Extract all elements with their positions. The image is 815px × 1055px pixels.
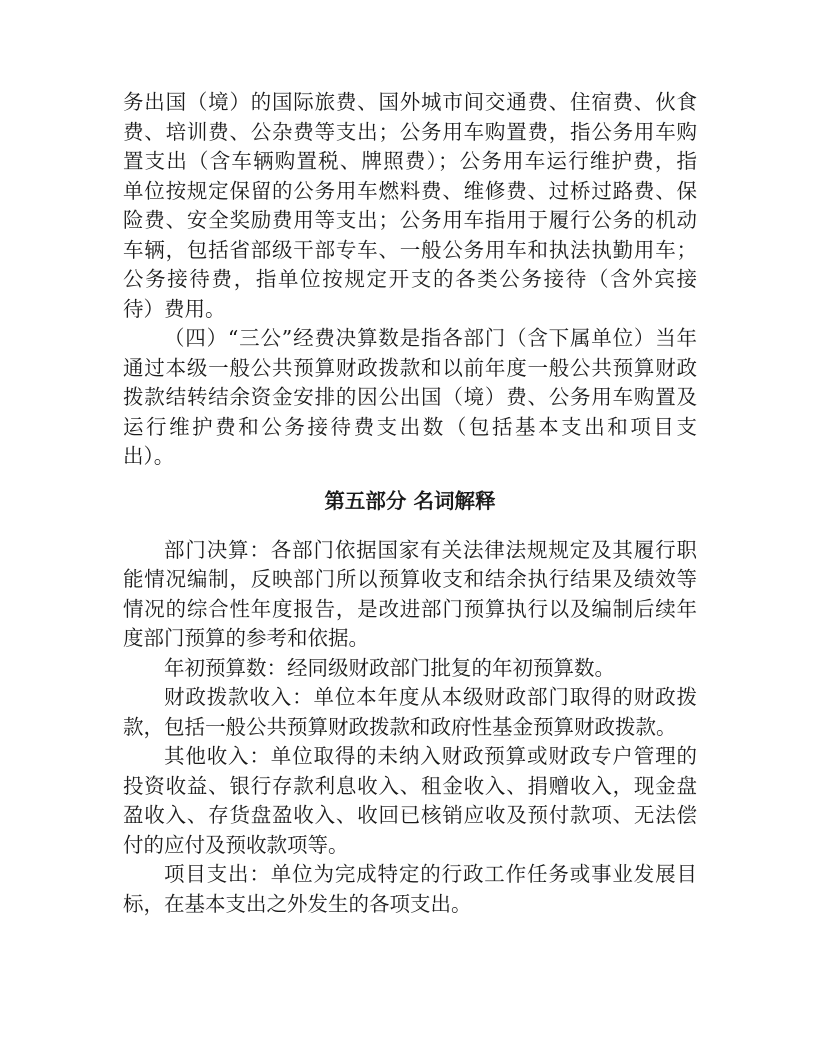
term-other-income (123, 742, 697, 860)
term-fiscal-appropriation-income (123, 683, 697, 742)
term-initial-budget (123, 654, 697, 684)
text-line: 拨款结转结余资金安排的因公出国（境）费、公务用车购置及 (123, 385, 697, 409)
section-heading: 第五部分 名词解释 (324, 488, 496, 513)
text-line: 情况的综合性年度报告，是改进部门预算执行以及编制后续年 (123, 596, 697, 621)
text-line: 标，在基本支出之外发生的各项支出。 (123, 891, 472, 916)
text-line: 部门决算：各部门依据国家有关法律法规规定及其履行职 (164, 537, 697, 562)
text-line: 单位按规定保留的公务用车燃料费、维修费、过桥过路费、保 (123, 178, 697, 203)
text-line: 通过本级一般公共预算财政拨款和以前年度一般公共预算财政 (123, 355, 697, 380)
text-line: 费、培训费、公杂费等支出；公务用车购置费，指公务用车购 (123, 119, 697, 144)
text-line: 投资收益、银行存款利息收入、租金收入、捐赠收入，现金盘 (123, 773, 697, 798)
text-line: 能情况编制，反映部门所以预算收支和结余执行结果及绩效等 (123, 567, 697, 591)
text-line: 盈收入、存货盘盈收入、收回已核销应收及预付款项、无法偿 (123, 803, 697, 827)
text-line: 置支出（含车辆购置税、牌照费）；公务用车运行维护费，指 (123, 149, 697, 173)
text-line: 运行维护费和公务接待费支出数（包括基本支出和项目支 (123, 414, 697, 439)
document-body (123, 88, 697, 919)
text-line: 公务接待费，指单位按规定开支的各类公务接待（含外宾接 (123, 267, 697, 291)
text-line: 项目支出：单位为完成特定的行政工作任务或事业发展目 (164, 862, 697, 886)
text-line: 待）费用。 (123, 296, 226, 321)
text-line: 财政拨款收入：单位本年度从本级财政部门取得的财政拨 (164, 685, 697, 709)
text-line: 付的应付及预收款项等。 (123, 832, 349, 857)
text-line: （四）“三公”经费决算数是指各部门（含下属单位）当年 (164, 326, 697, 350)
text-line: 年初预算数：经同级财政部门批复的年初预算数。 (164, 655, 615, 680)
text-line: 款，包括一般公共预算财政拨款和政府性基金预算财政拨款。 (123, 714, 677, 739)
paragraph-four (123, 324, 697, 472)
text-line: 其他收入：单位取得的未纳入财政预算或财政专户管理的 (164, 744, 697, 768)
term-project-expenditure (123, 860, 697, 919)
text-line: 出）。 (123, 444, 175, 468)
text-line: 车辆，包括省部级干部专车、一般公务用车和执法执勤用车； (123, 237, 697, 262)
text-line: 险费、安全奖励费用等支出；公务用车指用于履行公务的机动 (123, 208, 697, 232)
text-line: 务出国（境）的国际旅费、国外城市间交通费、住宿费、伙食 (123, 90, 697, 114)
text-line: 度部门预算的参考和依据。 (123, 626, 369, 650)
term-department-final-accounts (123, 536, 697, 654)
intro-paragraph (123, 88, 697, 324)
